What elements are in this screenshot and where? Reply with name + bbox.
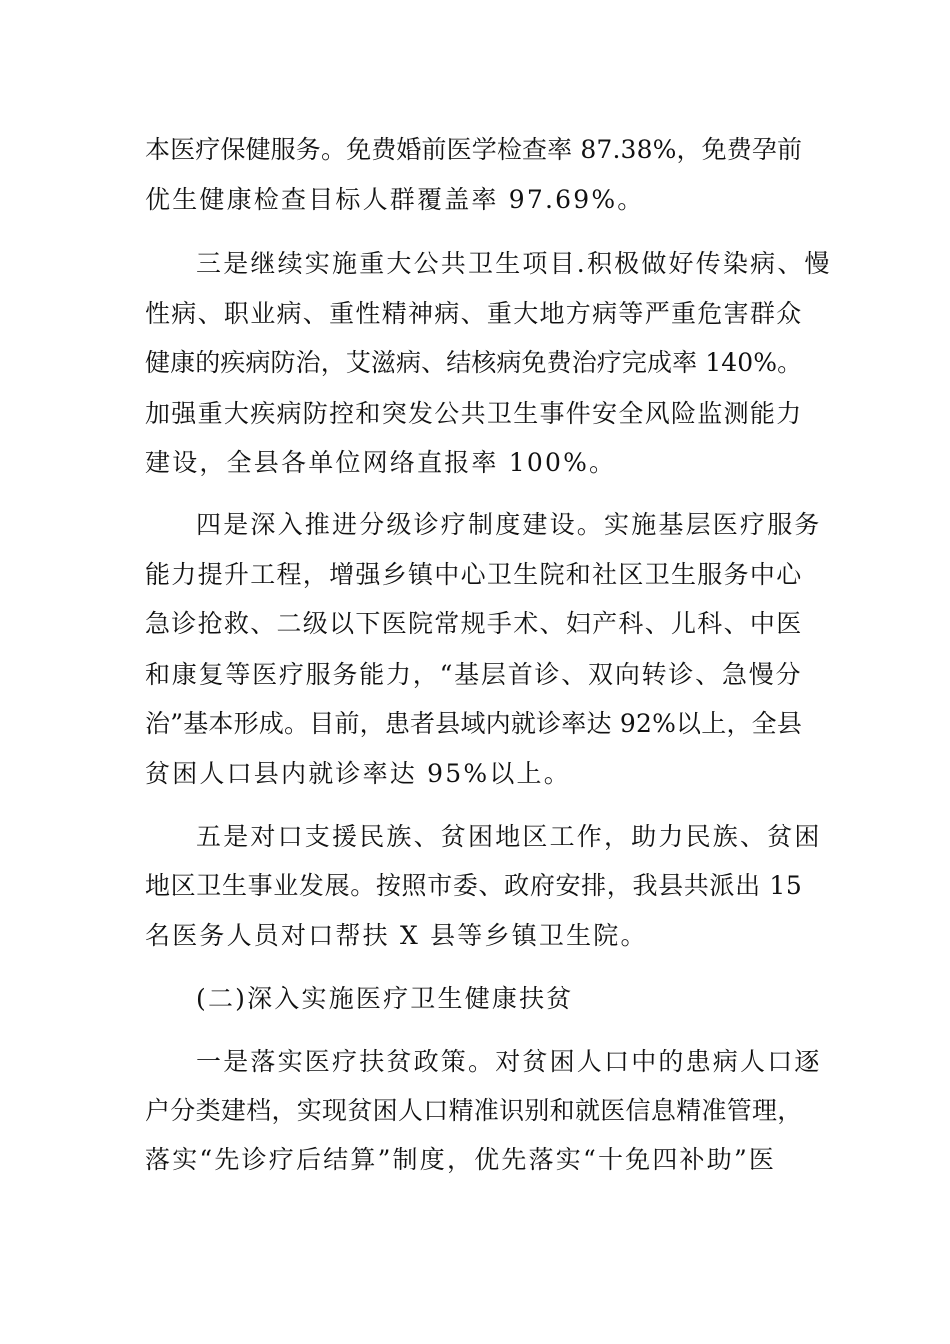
text-line: 优生健康检查目标人群覆盖率 97.69%。 xyxy=(145,185,645,214)
section-heading: (二)深入实施医疗卫生健康扶贫 xyxy=(196,984,574,1013)
paragraph-start-line: 四是深入推进分级诊疗制度建设。实施基层医疗服务 xyxy=(196,510,822,539)
text-line: 加强重大疾病防控和突发公共卫生事件安全风险监测能力 xyxy=(145,399,803,428)
text-line: 地区卫生事业发展。按照市委、政府安排，我县共派出 15 xyxy=(145,871,803,900)
text-line: 治”基本形成。目前，患者县域内就诊率达 92%以上，全县 xyxy=(145,709,803,738)
text-line: 落实“先诊疗后结算”制度，优先落实“十免四补助”医 xyxy=(145,1145,777,1174)
text-line: 本医疗保健服务。免费婚前医学检查率 87.38%，免费孕前 xyxy=(145,135,803,164)
text-line: 建设，全县各单位网络直报率 100%。 xyxy=(145,448,617,477)
paragraph-start-line: 一是落实医疗扶贫政策。对贫困人口中的患病人口逐 xyxy=(196,1047,822,1076)
text-line: 能力提升工程，增强乡镇中心卫生院和社区卫生服务中心 xyxy=(145,560,803,589)
text-line: 急诊抢救、二级以下医院常规手术、妇产科、儿科、中医 xyxy=(145,609,803,638)
paragraph-start-line: 五是对口支援民族、贫困地区工作，助力民族、贫困 xyxy=(196,822,822,851)
paragraph-start-line: 三是继续实施重大公共卫生项目.积极做好传染病、慢 xyxy=(196,249,832,278)
text-line: 贫困人口县内就诊率达 95%以上。 xyxy=(145,759,571,788)
text-line: 性病、职业病、重性精神病、重大地方病等严重危害群众 xyxy=(145,299,803,328)
text-line: 户分类建档，实现贫困人口精准识别和就医信息精准管理， xyxy=(145,1096,803,1125)
text-line: 和康复等医疗服务能力，“基层首诊、双向转诊、急慢分 xyxy=(145,660,803,689)
text-line: 名医务人员对口帮扶 X 县等乡镇卫生院。 xyxy=(145,921,648,950)
text-line: 健康的疾病防治，艾滋病、结核病免费治疗完成率 140%。 xyxy=(145,348,803,377)
